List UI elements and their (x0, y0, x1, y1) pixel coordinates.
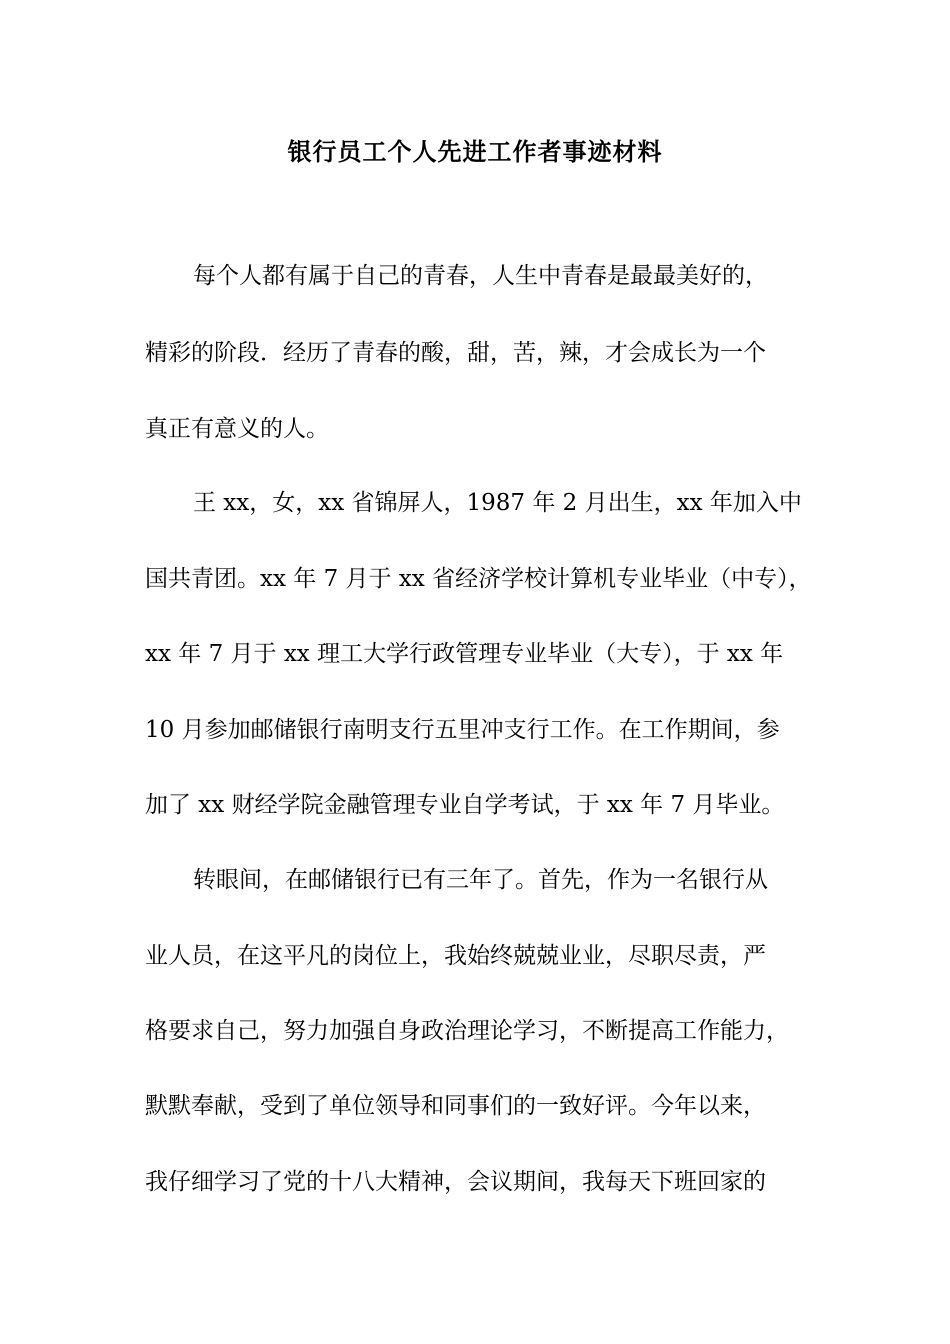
paragraph-1-line-1: 每个人都有属于自己的青春，人生中青春是最最美好的， (193, 263, 768, 289)
paragraph-1-line-2: 精彩的阶段．经历了青春的酸，甜，苦，辣，才会成长为一个 (145, 340, 766, 366)
paragraph-2-line-1: 王 xx，女，xx 省锦屏人，1987 年 2 月出生，xx 年加入中 (193, 490, 802, 516)
paragraph-2-line-5: 加了 xx 财经学院金融管理专业自学考试，于 xx 年 7 月毕业。 (145, 792, 785, 818)
paragraph-3-line-2: 业人员，在这平凡的岗位上，我始终兢兢业业，尽职尽责，严 (145, 943, 766, 969)
paragraph-3-line-5: 我仔细学习了党的十八大精神，会议期间，我每天下班回家的 (145, 1169, 766, 1195)
document-title: 银行员工个人先进工作者事迹材料 (287, 137, 663, 166)
paragraph-3-line-4: 默默奉献，受到了单位领导和同事们的一致好评。今年以来， (145, 1093, 766, 1119)
paragraph-3-line-1: 转眼间，在邮储银行已有三年了。首先，作为一名银行从 (193, 867, 768, 893)
paragraph-2-line-4: 10 月参加邮储银行南明支行五里冲支行工作。在工作期间，参 (145, 717, 780, 743)
paragraph-1-line-3: 真正有意义的人。 (145, 416, 329, 442)
paragraph-3-line-3: 格要求自己，努力加强自身政治理论学习，不断提高工作能力， (145, 1018, 789, 1044)
paragraph-2-line-2: 国共青团。xx 年 7 月于 xx 省经济学校计算机专业毕业（中专）， (145, 566, 812, 592)
paragraph-2-line-3: xx 年 7 月于 xx 理工大学行政管理专业毕业（大专），于 xx 年 (145, 641, 784, 667)
